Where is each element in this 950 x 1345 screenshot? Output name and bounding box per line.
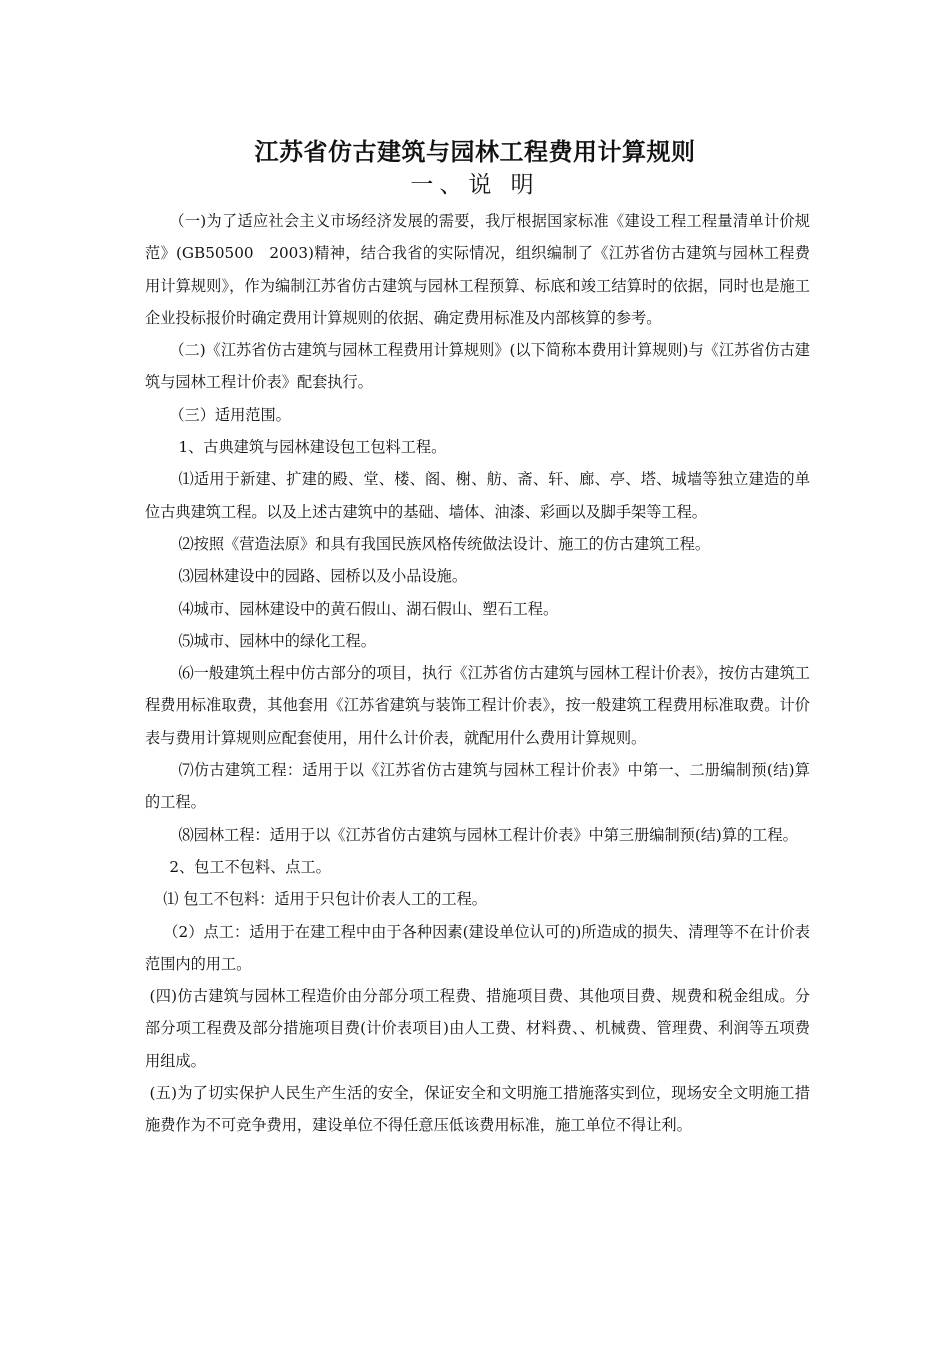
document-title: 江苏省仿古建筑与园林工程费用计算规则 xyxy=(254,138,696,166)
paragraph-15: （2）点工：适用于在建工程中由于各种因素(建设单位认可的)所造成的损失、清理等不在计价表范围内的用工。 xyxy=(145,922,810,973)
paragraph-2: （二)《江苏省仿古建筑与园林工程费用计算规则》(以下简称本费用计算规则)与《江苏省仿古建筑与园林工程计价表》配套执行。 xyxy=(145,341,810,392)
paragraph-17: (五)为了切实保护人民生产生活的安全，保证安全和文明施工措施落实到位，现场安全文明施工措施费作为不可竞争费用，建设单位不得任意压低该费用标准，施工单位不得让利。 xyxy=(145,1084,810,1135)
paragraph-11: ⑺仿古建筑工程：适用于以《江苏省仿古建筑与园林工程计价表》中第一、二册编制预(结)算 的工程。 xyxy=(145,761,826,812)
paragraph-7: ⑶园林建设中的园路、园桥以及小品设施。 xyxy=(178,567,467,586)
paragraph-5: ⑴适用于新建、扩建的殿、堂、楼、阁、榭、舫、斋、轩、廊、亭、塔、城墙等独立建造的单位古典建筑工程。以及上述古建筑中的基础、墙体、油漆、彩画以及脚手架等工程。 xyxy=(145,470,810,521)
paragraph-10: ⑹一般建筑土程中仿古部分的项目，执行《江苏省仿古建筑与园林工程计价表》，按仿古建筑工程费用标准取费，其他套用《江苏省建筑与装饰工程计价表》，按一般建筑工程费用标准取费。计价表与费用计算规则应配套使用，用什么计价表，就配用什么费用计算规则。 xyxy=(145,664,810,747)
paragraph-4: 1、古典建筑与园林建设包工包料工程。 xyxy=(178,438,447,457)
paragraph-16: (四)仿古建筑与园林工程造价由分部分项工程费、措施项目费、其他项目费、规费和税金组成。分部分项工程费及部分措施项目费(计价表项目)由人工费、材料费、、机械费、管理费、利润等五项费用组成。 xyxy=(145,987,810,1070)
paragraph-9: ⑸城市、园林中的绿化工程。 xyxy=(178,631,376,650)
paragraph-1: （一)为了适应社会主义市场经济发展的需要，我厅根据国家标准《建设工程工程量清单计价规范》(GB50500 2003)精神，结合我省的实际情况，组织编制了《江苏省仿古建筑与园林工程费用计算规则》，作为编制江苏省仿古建筑与园林工程预算、标底和竣工结算时的依据，同时也是施工企业投标报价时确定费用计算规则的依据、确定费用标准及内部核算的参考。 xyxy=(145,212,810,327)
paragraph-8: ⑷城市、园林建设中的黄石假山、湖石假山、塑石工程。 xyxy=(178,599,559,618)
document-body xyxy=(145,205,826,1142)
section-heading: 一、说 明 xyxy=(410,172,540,198)
paragraph-3: （三）适用范围。 xyxy=(169,405,291,424)
paragraph-12: ⑻园林工程：适用于以《江苏省仿古建筑与园林工程计价表》中第三册编制预(结)算的工程。 xyxy=(178,825,798,844)
paragraph-14: ⑴ 包工不包料：适用于只包计价表人工的工程。 xyxy=(163,890,487,909)
paragraph-6: ⑵按照《营造法原》和具有我国民族风格传统做法设计、施工的仿古建筑工程。 xyxy=(178,534,710,553)
paragraph-13: 2、包工不包料、点工。 xyxy=(169,857,331,876)
